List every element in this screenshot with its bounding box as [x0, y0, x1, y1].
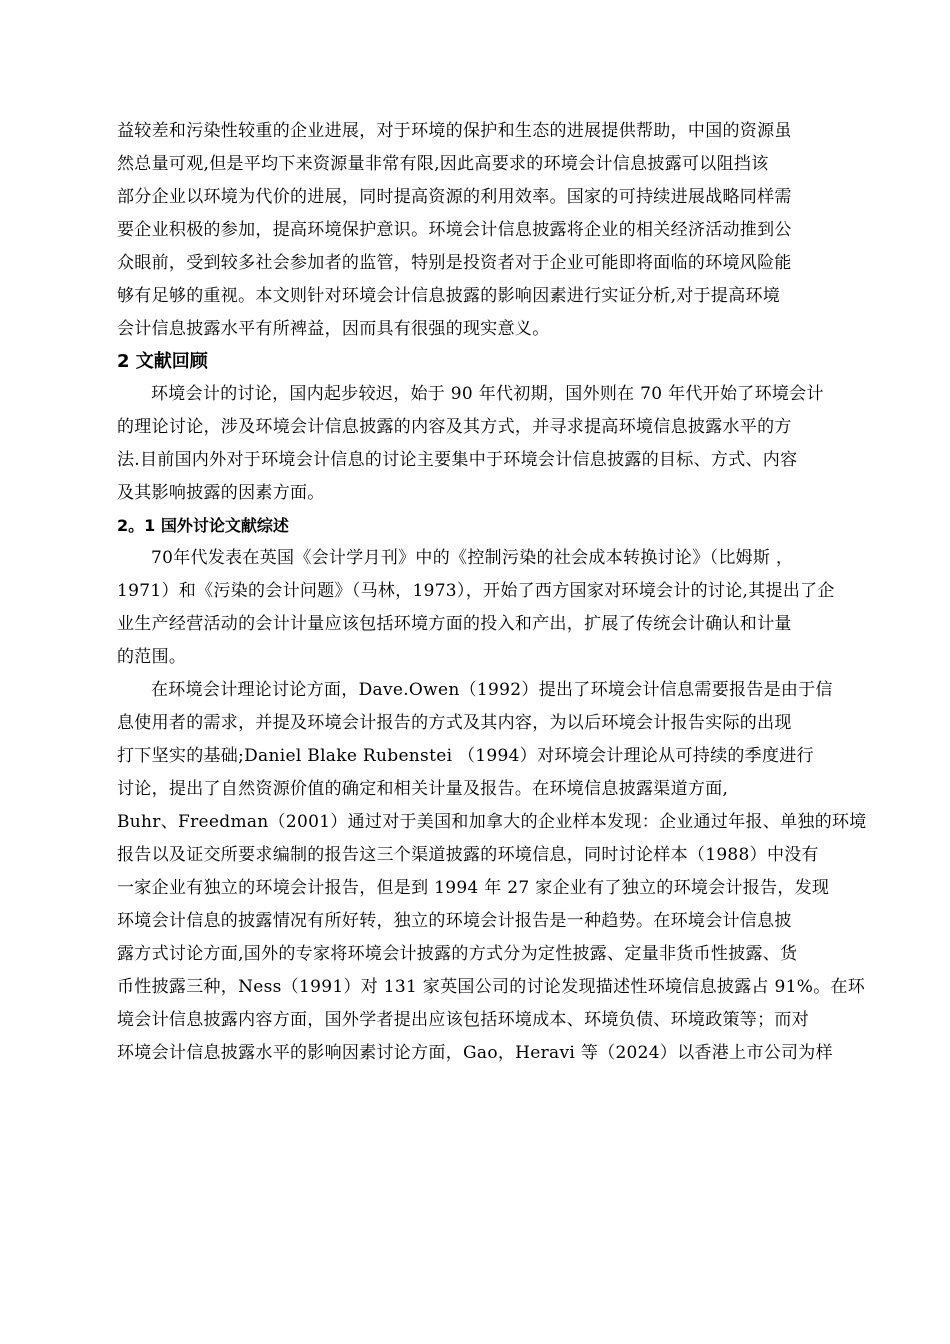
text-line: 环境会计信息的披露情况有所好转，独立的环境会计报告是一种趋势。在环境会计信息披	[117, 911, 792, 931]
intro-paragraph	[117, 115, 862, 346]
section-heading: 2 文献回顾	[117, 351, 208, 372]
text-line: 币性披露三种，Ness（1991）对 131 家英国公司的讨论发现描述性环境信息披露占 91%。在环	[117, 977, 866, 997]
text-line: 的范围。	[117, 647, 187, 667]
subsection-heading: 2。1 国外讨论文献综述	[117, 516, 289, 535]
text-line: 众眼前，受到较多社会参加者的监管，特别是投资者对于企业可能即将面临的环境风险能	[117, 253, 792, 273]
text-line: 环境会计信息披露水平的影响因素讨论方面，Gao，Heravi 等（2024）以香港上市公司为样	[117, 1043, 833, 1063]
text-line: 会计信息披露水平有所裨益，因而具有很强的现实意义。	[117, 319, 550, 339]
text-line: 部分企业以环境为代价的进展，同时提高资源的利用效率。国家的可持续进展战略同样需	[117, 187, 792, 207]
section-paragraph	[117, 378, 862, 510]
text-line: 70年代发表在英国《会计学月刊》中的《控制污染的社会成本转换讨论》（比姆斯 ，	[151, 548, 794, 568]
paragraph-2	[117, 674, 867, 1070]
text-line: 环境会计的讨论，国内起步较迟，始于 90 年代初期，国外则在 70 年代开始了环境会计	[151, 384, 824, 404]
document-page	[117, 115, 867, 1070]
text-line: 露方式讨论方面,国外的专家将环境会计披露的方式分为定性披露、定量非货币性披露、货	[117, 944, 798, 964]
text-line: Buhr、Freedman（2001）通过对于美国和加拿大的企业样本发现：企业通过年报、单独的环境	[117, 812, 867, 832]
text-line: 及其影响披露的因素方面。	[117, 483, 325, 503]
text-line: 报告以及证交所要求编制的报告这三个渠道披露的环境信息，同时讨论样本（1988）中没有	[117, 845, 819, 865]
text-line: 益较差和污染性较重的企业进展，对于环境的保护和生态的进展提供帮助，中国的资源虽	[117, 121, 792, 141]
text-line: 打下坚实的基础;Daniel Blake Rubenstei （1994）对环境会计理论从可持续的季度进行	[117, 746, 814, 766]
text-line: 讨论，提出了自然资源价值的确定和相关计量及报告。在环境信息披露渠道方面,	[117, 779, 729, 799]
text-line: 的理论讨论，涉及环境会计信息披露的内容及其方式，并寻求提高环境信息披露水平的方	[117, 417, 792, 437]
text-line: 1971）和《污染的会计问题》（马林，1973），开始了西方国家对环境会计的讨论,其提出了企	[117, 581, 835, 601]
text-line: 要企业积极的参加，提高环境保护意识。环境会计信息披露将企业的相关经济活动推到公	[117, 220, 792, 240]
text-line: 然总量可观,但是平均下来资源量非常有限,因此高要求的环境会计信息披露可以阻挡该	[117, 154, 769, 174]
text-line: 在环境会计理论讨论方面，Dave.Owen（1992）提出了环境会计信息需要报告是由于信	[151, 680, 833, 700]
text-line: 息使用者的需求，并提及环境会计报告的方式及其内容，为以后环境会计报告实际的出现	[117, 713, 792, 733]
paragraph-1	[117, 542, 862, 674]
text-line: 法.目前国内外对于环境会计信息的讨论主要集中于环境会计信息披露的目标、方式、内容	[117, 450, 798, 470]
text-line: 够有足够的重视。本文则针对环境会计信息披露的影响因素进行实证分析,对于提高环境	[117, 286, 781, 306]
text-line: 业生产经营活动的会计计量应该包括环境方面的投入和产出，扩展了传统会计确认和计量	[117, 614, 792, 634]
text-line: 一家企业有独立的环境会计报告，但是到 1994 年 27 家企业有了独立的环境会计报告，发现	[117, 878, 830, 898]
text-line: 境会计信息披露内容方面，国外学者提出应该包括环境成本、环境负债、环境政策等；而对	[117, 1010, 809, 1030]
